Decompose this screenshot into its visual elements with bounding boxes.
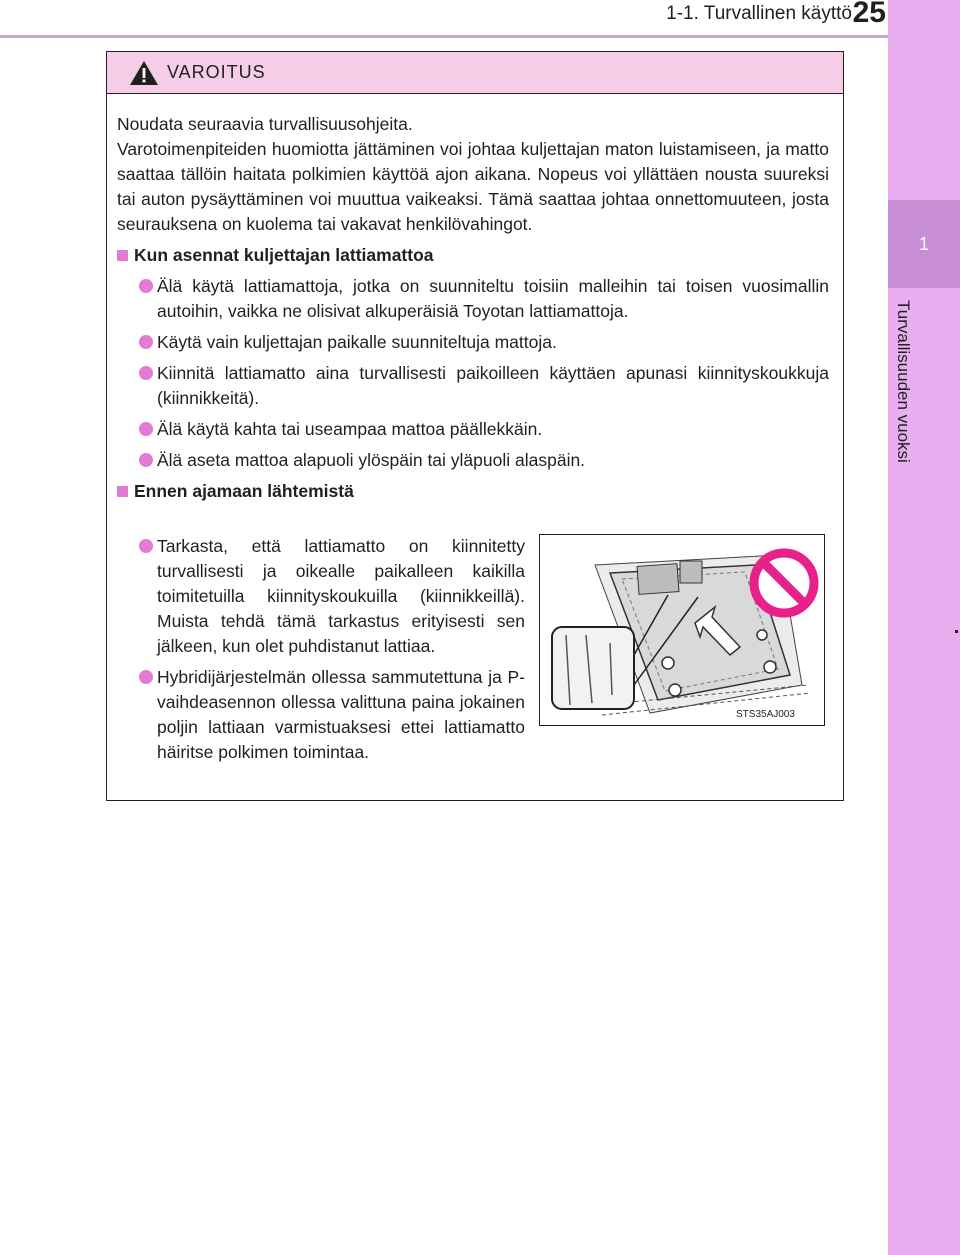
floor-mat-drawing-icon <box>540 535 824 725</box>
illustration-code: STS35AJ003 <box>736 709 795 720</box>
list-item <box>117 361 829 411</box>
page-number: 25 <box>852 0 886 29</box>
section-heading-text: Ennen ajamaan lähtemistä <box>134 481 354 501</box>
circle-bullet-icon <box>139 453 153 467</box>
list-item-text: Kiinnitä lattiamatto aina turvallisesti paikoilleen käyttäen apunasi kiinnityskoukkuja (kiinnikkeitä). <box>157 363 829 408</box>
section-heading <box>117 479 829 504</box>
list-item <box>117 534 525 659</box>
chapter-number[interactable]: 1 <box>888 200 960 288</box>
list-item <box>117 417 829 442</box>
chapter-label: Turvallisuuden vuoksi <box>894 300 913 463</box>
list-item-text: Älä käytä lattiamattoja, jotka on suunniteltu toisiin malleihin tai toisen vuosimallin autoihin, vaikka ne olisivat alkuperäisiä Toyotan lattiamattoja. <box>157 276 829 321</box>
intro-line: Noudata seuraavia turvallisuusohjeita. <box>117 114 413 134</box>
list-item-text: Älä aseta mattoa alapuoli ylöspäin tai yläpuoli alaspäin. <box>157 450 586 470</box>
list-item <box>117 274 829 324</box>
warning-body <box>117 112 829 504</box>
circle-bullet-icon <box>139 366 153 380</box>
list-item-text: Älä käytä kahta tai useampaa mattoa päällekkäin. <box>157 419 543 439</box>
square-bullet-icon <box>117 250 128 261</box>
header-rule <box>0 35 888 38</box>
circle-bullet-icon <box>139 279 153 293</box>
list-item <box>117 448 829 473</box>
side-tick <box>955 630 958 633</box>
list-item-text: Hybridijärjestelmän ollessa sammutettuna ja P-vaihdeasennon ollessa valittuna paina jokainen poljin lattiaan varmistuaksesi ettei lattiamatto häiritse polkimen toimintaa. <box>157 667 525 762</box>
list-item <box>117 665 525 765</box>
warning-title: VAROITUS <box>167 62 266 82</box>
circle-bullet-icon <box>139 335 153 349</box>
warning-box <box>106 51 844 801</box>
list-item-text: Käytä vain kuljettajan paikalle suunniteltuja mattoja. <box>157 332 557 352</box>
warning-triangle-icon <box>129 60 159 86</box>
circle-bullet-icon <box>139 539 153 553</box>
floor-mat-illustration <box>539 534 825 726</box>
list-item-text: Tarkasta, että lattiamatto on kiinnitetty turvallisesti ja oikealle paikalleen kaikilla toimitetuilla kiinnityskoukuilla (kiinnikkeillä). Muista tehdä tämä tarkastus erityisesti sen jälkeen, kun olet puhdistanut lattiaa. <box>157 536 525 656</box>
circle-bullet-icon <box>139 670 153 684</box>
intro-paragraph: Varotoimenpiteiden huomiotta jättäminen voi johtaa kuljettajan maton luistamiseen, ja matto saattaa tällöin haitata polkimien käyttöä ajon aikana. Nopeus voi yllättäen nousta suureksi tai auton pysäyttäminen voi muuttua vaikeaksi. Tämä saattaa johtaa onnettomuuteen, josta seurauksena on kuolema tai vakavat henkilövahingot. <box>117 139 829 234</box>
section-title: 1-1. Turvallinen käyttö <box>666 3 852 24</box>
section-heading <box>117 243 829 268</box>
square-bullet-icon <box>117 486 128 497</box>
section-heading-text: Kun asennat kuljettajan lattiamattoa <box>134 245 434 265</box>
side-tab <box>888 0 960 1255</box>
circle-bullet-icon <box>139 422 153 436</box>
warning-header <box>107 52 843 94</box>
list-item <box>117 330 829 355</box>
lower-list <box>117 528 525 765</box>
